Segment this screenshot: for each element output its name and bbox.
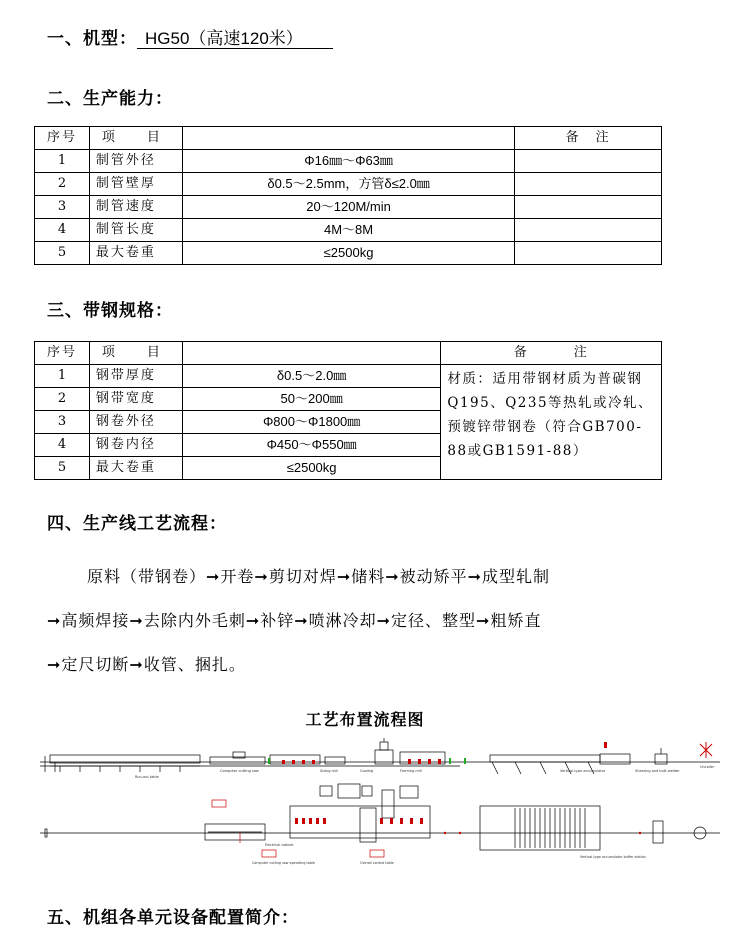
row-item: 制管长度 bbox=[89, 219, 182, 242]
label-electrical: Electrical cabinet bbox=[265, 843, 294, 847]
label-accumulator-platform: Vertical-type accumulator buffer station bbox=[580, 855, 646, 859]
section-3-heading: 三、带钢规格： bbox=[47, 301, 173, 321]
row-note bbox=[515, 196, 662, 219]
row-item: 钢卷内径 bbox=[89, 434, 182, 457]
label-control-table: Overall control table bbox=[360, 861, 394, 865]
elevation-green-marks bbox=[268, 758, 466, 764]
layout-diagram bbox=[40, 738, 720, 868]
section-4-heading: 四、生产线工艺流程： bbox=[47, 514, 227, 534]
table-header-row bbox=[35, 127, 662, 150]
header-item: 项 目 bbox=[89, 342, 182, 365]
row-value: 4M～8M bbox=[182, 219, 514, 242]
section-5-heading: 五、机组各单元设备配置简介： bbox=[47, 908, 299, 928]
header-no: 序号 bbox=[35, 127, 90, 150]
row-note bbox=[515, 242, 662, 265]
diagram-title: 工艺布置流程图 bbox=[305, 710, 425, 729]
row-no: 5 bbox=[35, 242, 90, 265]
row-no: 2 bbox=[35, 388, 90, 411]
header-note: 备 注 bbox=[515, 127, 662, 150]
row-value: 50～200㎜ bbox=[182, 388, 441, 411]
header-value bbox=[182, 127, 514, 150]
table-row bbox=[35, 150, 662, 173]
row-note bbox=[515, 173, 662, 196]
label-uncoiler: Uncoiler bbox=[700, 765, 715, 769]
section-1-label: 一、机型： bbox=[47, 29, 137, 49]
row-value: ≤2500kg bbox=[182, 457, 441, 480]
plan-view bbox=[40, 806, 720, 850]
process-line-1: 原料（带钢卷）➞开卷➞剪切对焊➞储料➞被动矫平➞成型轧制 bbox=[87, 567, 551, 586]
label-cooling: Cooling bbox=[360, 769, 374, 773]
table-row bbox=[35, 196, 662, 219]
table-row bbox=[35, 173, 662, 196]
label-saw-table: Computer cutting saw operating table bbox=[252, 861, 315, 865]
row-value: δ0.5～2.5mm，方管δ≤2.0㎜ bbox=[182, 173, 514, 196]
section-2-heading: 二、生产能力： bbox=[47, 89, 173, 109]
row-no: 3 bbox=[35, 196, 90, 219]
header-value bbox=[182, 342, 441, 365]
row-item: 最大卷重 bbox=[89, 457, 182, 480]
capacity-table bbox=[34, 126, 662, 265]
elevation-labels bbox=[135, 765, 715, 779]
plan-red-boxes bbox=[240, 833, 384, 857]
elevation-accents bbox=[282, 742, 607, 764]
table-row bbox=[35, 219, 662, 242]
row-item: 钢卷外径 bbox=[89, 411, 182, 434]
label-runout-table: Run-out table bbox=[135, 775, 159, 779]
strip-spec-table bbox=[34, 341, 662, 480]
mid-equipment bbox=[320, 784, 418, 818]
row-value: Φ16㎜～Φ63㎜ bbox=[182, 150, 514, 173]
row-item: 制管壁厚 bbox=[89, 173, 182, 196]
process-flow bbox=[47, 555, 717, 687]
label-cutting-saw: Computer cutting saw bbox=[220, 769, 259, 773]
elevation-view bbox=[40, 738, 720, 774]
row-no: 4 bbox=[35, 219, 90, 242]
process-line-3: ➞定尺切断➞收管、捆扎。 bbox=[47, 655, 246, 674]
plan-labels bbox=[252, 843, 646, 865]
row-item: 最大卷重 bbox=[89, 242, 182, 265]
row-value: Φ450～Φ550㎜ bbox=[182, 434, 441, 457]
row-note bbox=[515, 219, 662, 242]
row-no: 5 bbox=[35, 457, 90, 480]
row-item: 钢带厚度 bbox=[89, 365, 182, 388]
header-no: 序号 bbox=[35, 342, 90, 365]
row-item: 制管外径 bbox=[89, 150, 182, 173]
label-sizing: Sizing mill bbox=[320, 769, 338, 773]
row-note bbox=[515, 150, 662, 173]
row-no: 3 bbox=[35, 411, 90, 434]
row-no: 1 bbox=[35, 150, 90, 173]
row-no: 1 bbox=[35, 365, 90, 388]
table-header-row bbox=[35, 342, 662, 365]
row-no: 2 bbox=[35, 173, 90, 196]
table-row bbox=[35, 365, 662, 388]
table-row bbox=[35, 242, 662, 265]
row-value: Φ800～Φ1800㎜ bbox=[182, 411, 441, 434]
label-shear-welder: Shearing and butt-welder bbox=[635, 769, 680, 773]
label-forming: Forming mill bbox=[400, 769, 422, 773]
header-item: 项 目 bbox=[89, 127, 182, 150]
row-item: 钢带宽度 bbox=[89, 388, 182, 411]
header-note: 备 注 bbox=[441, 342, 662, 365]
uncoiler-icon bbox=[700, 742, 712, 758]
row-item: 制管速度 bbox=[89, 196, 182, 219]
label-accumulator: Vertical-type accumulator bbox=[560, 769, 606, 773]
row-no: 4 bbox=[35, 434, 90, 457]
row-value: δ0.5～2.0㎜ bbox=[182, 365, 441, 388]
plan-accents bbox=[295, 818, 641, 834]
row-value: 20～120M/min bbox=[182, 196, 514, 219]
process-line-2: ➞高频焊接➞去除内外毛刺➞补锌➞喷淋冷却➞定径、整型➞粗矫直 bbox=[47, 611, 542, 630]
model-value: HG50（高速120米） bbox=[137, 29, 333, 49]
section-1-heading bbox=[47, 24, 333, 49]
strip-note: 材质：适用带钢材质为普碳钢Q195、Q235等热轧或冷轧、预镀锌带钢卷（符合GB700-88或GB1591-88） bbox=[441, 365, 662, 480]
row-value: ≤2500kg bbox=[182, 242, 514, 265]
